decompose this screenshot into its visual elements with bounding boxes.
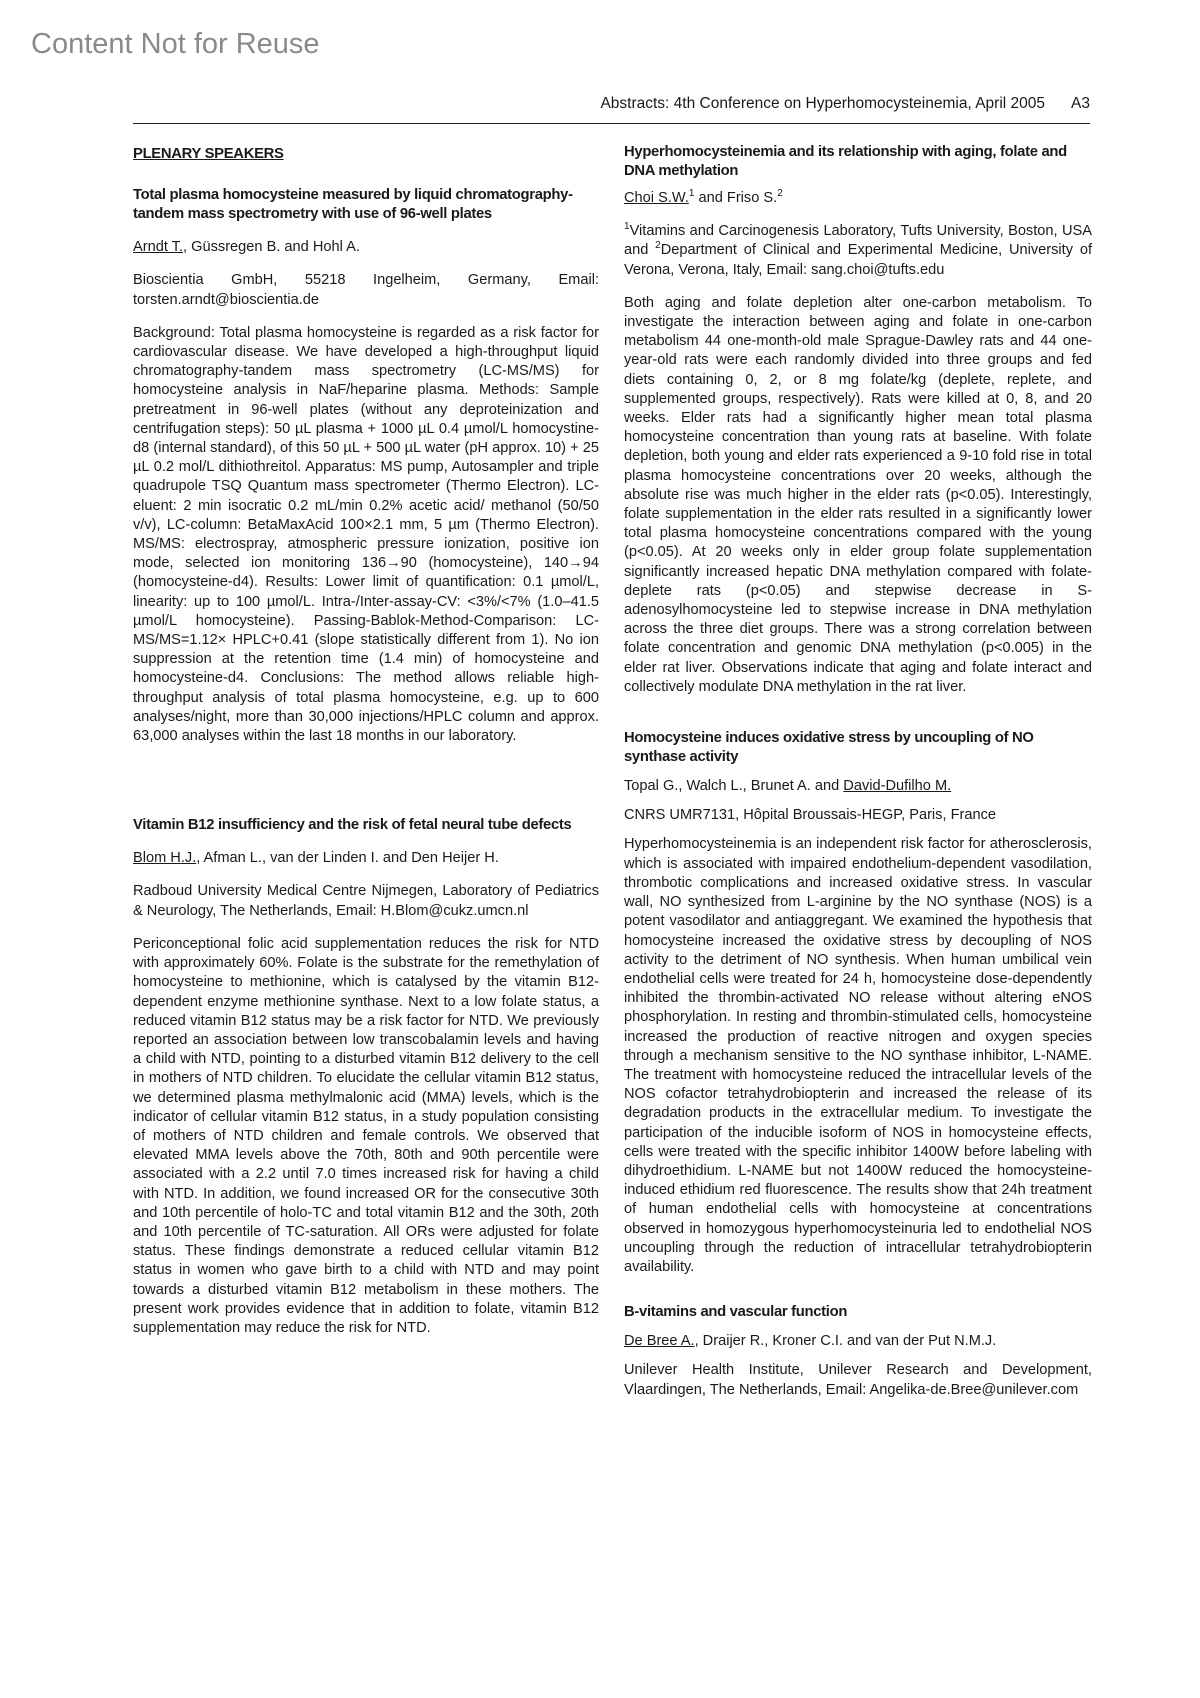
watermark: Content Not for Reuse: [31, 28, 320, 60]
affiliation: Unilever Health Institute, Unilever Research and Development, Vlaardingen, The Netherlands, Email: Angelika-de.Bree@unilever.com: [624, 1362, 1092, 1398]
abstract-title: Vitamin B12 insufficiency and the risk of fetal neural tube defects: [133, 817, 572, 834]
author-list: [624, 777, 1092, 796]
presenting-author: Arndt T.: [133, 239, 184, 256]
running-header: [133, 95, 1090, 124]
author-list: [624, 189, 1092, 208]
author-superscript: 2: [777, 188, 783, 200]
affiliation-superscript: 1: [624, 221, 630, 233]
author-list: [133, 238, 599, 257]
presenting-author: Choi S.W.: [624, 190, 689, 206]
abstract-blom: [133, 816, 599, 1338]
abstract-body: Hyperhomocysteinemia is an independent risk factor for atherosclerosis, which is associated with impaired endothelium-dependent vasodilation, thrombotic complications and increased oxidative stress. In vascular wall, NO synthesized from L-arginine by the NO synthase (NOS) is a potent vasodilator and antiaggregant. We examined the hypothesis that homocysteine increased the oxidative stress by decoupling of NOS activity to the detriment of NO synthesis. When human umbilical vein endothelial cells were treated for 24 h, homocysteine dose-dependently inhibited the thrombin-activated NO release without altering eNOS phosphorylation. In resting and thrombin-stimulated cells, homocysteine increased the production of reactive nitrogen and oxygen species through a mechanism sensitive to the NO synthase inhibitor, L-NAME. The treatment with homocysteine reduced the intracellular levels of the NOS cofactor tetrahydrobiopterin and increased the release of its degradation products in the extracellular medium. To investigate the participation of the inducible isoform of NOS in homocysteine effects, cells were treated with the specific inhibitor 1400W before labeling with dihydroethidium. L-NAME but not 1400W reduced the homocysteine-induced ethidium red fluorescence. The results show that 24h treatment of human endothelial cells with homocysteine at concentrations observed in homozygous hyperhomocysteinuria led to endothelial NOS uncoupling through the reduction of intracellular tetrahydrobiopterin availability.: [624, 836, 1092, 1275]
right-column: [624, 143, 1092, 1414]
affiliation: Bioscientia GmbH, 55218 Ingelheim, Germany, Email: torsten.arndt@bioscientia.de: [133, 272, 599, 308]
co-authors: Topal G., Walch L., Brunet A. and: [624, 778, 844, 795]
abstract-body: Periconceptional folic acid supplementation reduces the risk for NTD with approximately 60%. Folate is the substrate for the remethylation of homocysteine to methionine, which is catalysed by the vitamin B12-dependent enzyme methionine synthase. Next to a low folate status, a reduced vitamin B12 status may be a risk factor for NTD. We previously reported an association between low transcobalamin levels and having a child with NTD, pointing to a disturbed vitamin B12 delivery to the cell in mothers of NTD children. To elucidate the cellular vitamin B12 status, we determined plasma methylmalonic acid (MMA) levels, which is the indicator of cellular vitamin B12 status, in a study population consisting of mothers of NTD children and female controls. We observed that elevated MMA levels above the 70th, 80th and 90th percentile were associated with a 2.2 until 7.0 times increased risk for having a child with NTD. In addition, we found increased OR for the consecutive 30th and 10th percentile of holo-TC and total vitamin B12 and the 30th, 20th and 10th percentile of TC-saturation. All ORs were adjusted for folate status. These findings demonstrate a reduced cellular vitamin B12 status in women who gave birth to a child with NTD and may point towards a disturbed vitamin B12 metabolism in these mothers. The present work provides evidence that in addition to folate, vitamin B12 supplementation may reduce the risk for NTD.: [133, 935, 599, 1336]
running-title: Abstracts: 4th Conference on Hyperhomocysteinemia, April 2005: [600, 95, 1046, 112]
presenting-author: Blom H.J.: [133, 850, 197, 867]
abstract-body: Background: Total plasma homocysteine is regarded as a risk factor for cardiovascular disease. We have developed a high-throughput liquid chromatography-tandem mass spectrometry (LC-MS/MS) for homocysteine analysis in NaF/heparine plasma. Methods: Sample pretreatment in 96-well plates (without any deproteinization and centrifugation steps): 50 µL plasma + 1000 µL 0.4 µmol/L homocystine-d8 (internal standard), of this 50 µL + 500 µL water (pH approx. 10) + 25 µL 0.2 mol/L dithiothreitol. Apparatus: MS pump, Autosampler and triple quadrupole TSQ Quantum mass spectrometer (Thermo Electron). LC-eluent: 2 min isocratic 0.2 mL/min 0.2% acetic acid/ methanol (50/50 v/v), LC-column: BetaMaxAcid 100×2.1 mm, 5 µm (Thermo Electron). MS/MS: electrospray, atmospheric pressure ionization, positive ion mode, selected ion monitoring 136→90 (homocysteine), 140→94 (homocysteine-d4). Results: Lower limit of quantification: 0.1 µmol/L, linearity: up to 100 µmol/L. Intra-/Inter-assay-CV: <3%/<7% (1.0–41.5 µmol/L homocysteine). Passing-Bablok-Method-Comparison: LC-MS/MS=1.12× HPLC+0.41 (slope statistically different from 1). No ion suppression at the retention time (1.4 min) of homocysteine and homocysteine-d4. Conclusions: The method allows reliable high-throughput analysis of total plasma homocysteine, e.g. up to 600 analyses/night, more than 30,000 injections/HPLC column and approx. 63,000 analyses within the last 18 months in our laboratory.: [133, 324, 599, 745]
abstract-arndt: [133, 186, 599, 746]
abstract-title: Homocysteine induces oxidative stress by uncoupling of NO synthase activity: [624, 730, 1034, 766]
abstract-topal: [624, 729, 1092, 1277]
abstract-body: Both aging and folate depletion alter one-carbon metabolism. To investigate the interaction between aging and folate in one-carbon metabolism 44 one-month-old male Sprague-Dawley rats and 44 one-year-old rats were each randomly divided into three groups and fed diets containing 0, 2, or 8 mg folate/kg (deplete, replete, and supplemented groups, respectively). Rats were killed at 0, 8, and 20 weeks. Elder rats had a significantly higher mean total plasma homocysteine concentration than young rats at baseline. With folate depletion, both young and elder rats experienced a 9-10 fold rise in total plasma homocysteine concentrations over 20 weeks, although the absolute rise was much higher in the elder rats (p<0.05). Interestingly, folate supplementation in the elder rats resulted in a significantly lower total plasma homocysteine concentrations compared with the young (p<0.05). At 20 weeks only in elder group folate supplementation significantly increased hepatic DNA methylation compared with folate-deplete rats (p<0.05) and stepwise decrease in S-adenosylhomocysteine led to stepwise increase in DNA methylation across the three diet groups. There was a strong correlation between folate concentration and genomic DNA methylation (p<0.005) in the elder rat liver. Observations indicate that aging and folate interact and collectively modulate DNA methylation in the rat liver.: [624, 294, 1092, 695]
affiliation-superscript: 2: [655, 240, 661, 252]
author-list: [624, 1332, 1092, 1351]
left-column: [133, 143, 599, 1338]
author-list: [133, 849, 599, 868]
author-superscript: 1: [688, 188, 695, 200]
co-authors: , Draijer R., Kroner C.I. and van der Put N.M.J.: [694, 1333, 997, 1350]
affiliation: CNRS UMR7131, Hôpital Broussais-HEGP, Paris, France: [624, 807, 996, 824]
co-authors: , Afman L., van der Linden I. and Den Heijer H.: [196, 850, 499, 867]
presenting-author: David-Dufilho M.: [843, 778, 952, 795]
page-number: A3: [1071, 95, 1090, 112]
abstract-title: Hyperhomocysteinemia and its relationship with aging, folate and DNA methylation: [624, 144, 1067, 179]
co-authors: , Güssregen B. and Hohl A.: [183, 239, 360, 256]
section-label: PLENARY SPEAKERS: [133, 146, 284, 162]
abstract-choi: [624, 143, 1092, 697]
abstract-debree: [624, 1303, 1092, 1400]
presenting-author: De Bree A.: [624, 1333, 695, 1350]
abstract-title: Total plasma homocysteine measured by liquid chromatography-tandem mass spectrometry with use of 96-well plates: [133, 187, 573, 223]
abstract-title: B-vitamins and vascular function: [624, 1304, 848, 1321]
co-authors: and Friso S.: [694, 190, 778, 206]
affiliation: $^1$Vitamins and Carcinogenesis Laboratory, Tufts University, Boston, USA and $^2$Department of Clinical and Experimental Medicine, University of Verona, Verona, Italy, Email: sang.choi@tufts.edu: [624, 221, 1093, 278]
affiliation: Radboud University Medical Centre Nijmegen, Laboratory of Pediatrics & Neurology, The Netherlands, Email: H.Blom@cukz.umcn.nl: [133, 883, 599, 919]
